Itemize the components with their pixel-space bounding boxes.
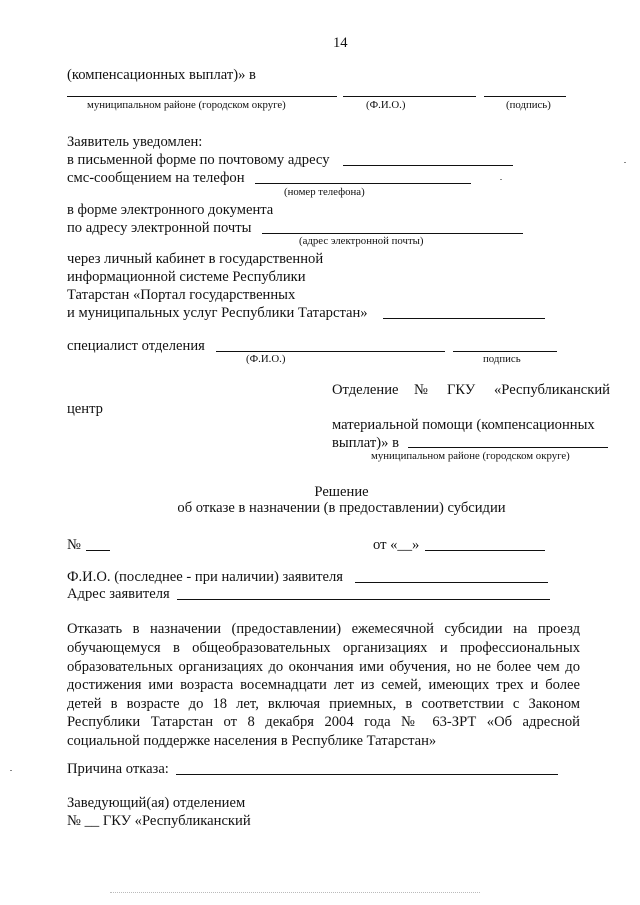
specialist-signature-line: [453, 351, 557, 352]
department-center: центр: [67, 401, 103, 417]
footer-line-2: № __ ГКУ «Республиканский: [67, 813, 251, 829]
notified-electronic-2: по адресу электронной почты: [67, 220, 252, 236]
decision-number-line: [86, 550, 110, 551]
notified-mail: в письменной форме по почтовому адресу: [67, 152, 330, 168]
department-caption: муниципальном районе (городском округе): [371, 450, 570, 462]
specialist-fio-line: [216, 351, 445, 352]
body-line: обучающемуся в общеобразовательных организациях и профессиональных: [67, 640, 580, 656]
department-word-3: ГКУ: [447, 382, 476, 398]
applicant-address-line: [177, 599, 550, 600]
phone-line: [255, 183, 471, 184]
body-line: Отказать в назначении (предоставлении) ежемесячной субсидии на проезд: [67, 621, 580, 637]
header-line: (компенсационных выплат)» в: [67, 67, 256, 83]
notified-cabinet-3: Татарстан «Портал государственных: [67, 287, 296, 303]
decision-date-label: от «__»: [373, 537, 420, 553]
fio-caption: (Ф.И.О.): [366, 99, 406, 111]
page-number: 14: [333, 35, 348, 51]
phone-caption: (номер телефона): [284, 186, 365, 198]
notified-cabinet-2: информационной системе Республики: [67, 269, 306, 285]
body-line: образовательных организациях до окончания ими обучения, но не более чем до: [67, 659, 580, 675]
applicant-fio-label: Ф.И.О. (последнее - при наличии) заявителя: [67, 569, 343, 585]
applicant-fio-line: [355, 582, 548, 583]
fio-line: [343, 96, 476, 97]
cabinet-line: [383, 318, 545, 319]
decision-date-line: [425, 550, 545, 551]
applicant-address-label: Адрес заявителя: [67, 586, 170, 602]
email-caption: (адрес электронной почты): [299, 235, 424, 247]
body-line: социальной поддержке населения в Республике Татарстан»: [67, 733, 437, 749]
scan-speck: [500, 179, 502, 180]
department-word-4: «Республиканский: [494, 382, 610, 398]
department-word-1: Отделение: [332, 382, 399, 398]
notified-cabinet-1: через личный кабинет в государственной: [67, 251, 324, 267]
scan-speck: [10, 770, 12, 771]
notified-sms: смс-сообщением на телефон: [67, 170, 245, 186]
department-line-3: выплат)» в: [332, 435, 399, 451]
footer-line-1: Заведующий(ая) отделением: [67, 795, 246, 811]
decision-subtitle: об отказе в назначении (в предоставлении) субсидии: [177, 500, 506, 516]
email-line: [262, 233, 523, 234]
specialist-signature-caption: подпись: [483, 353, 521, 365]
signature-caption: (подпись): [506, 99, 551, 111]
reason-line: [176, 774, 558, 775]
notified-electronic-1: в форме электронного документа: [67, 202, 274, 218]
reason-label: Причина отказа:: [67, 761, 169, 777]
specialist-fio-caption: (Ф.И.О.): [246, 353, 286, 365]
cut-off-line: [110, 892, 480, 896]
decision-number-label: №: [67, 537, 81, 553]
specialist-label: специалист отделения: [67, 338, 205, 354]
scan-speck: [624, 162, 626, 163]
mail-address-line: [343, 165, 513, 166]
department-line-2: материальной помощи (компенсационных: [332, 417, 595, 433]
notified-cabinet-4: и муниципальных услуг Республики Татарстан»: [67, 305, 368, 321]
district-line: [67, 96, 337, 97]
department-district-line: [408, 447, 608, 448]
district-caption: муниципальном районе (городском округе): [87, 99, 286, 111]
body-line: детей в возрасте до 18 лет, включая приемных, в соответствии с Законом: [67, 696, 580, 712]
body-line: Республики Татарстан от 8 декабря 2004 года № 63-ЗРТ «Об адресной: [67, 714, 580, 730]
decision-title: Решение: [314, 484, 369, 500]
body-line: достижения ими возраста восемнадцати лет из семей, имеющих трех и более: [67, 677, 580, 693]
signature-line: [484, 96, 566, 97]
notified-title: Заявитель уведомлен:: [67, 134, 203, 150]
department-word-2: №: [414, 382, 428, 398]
